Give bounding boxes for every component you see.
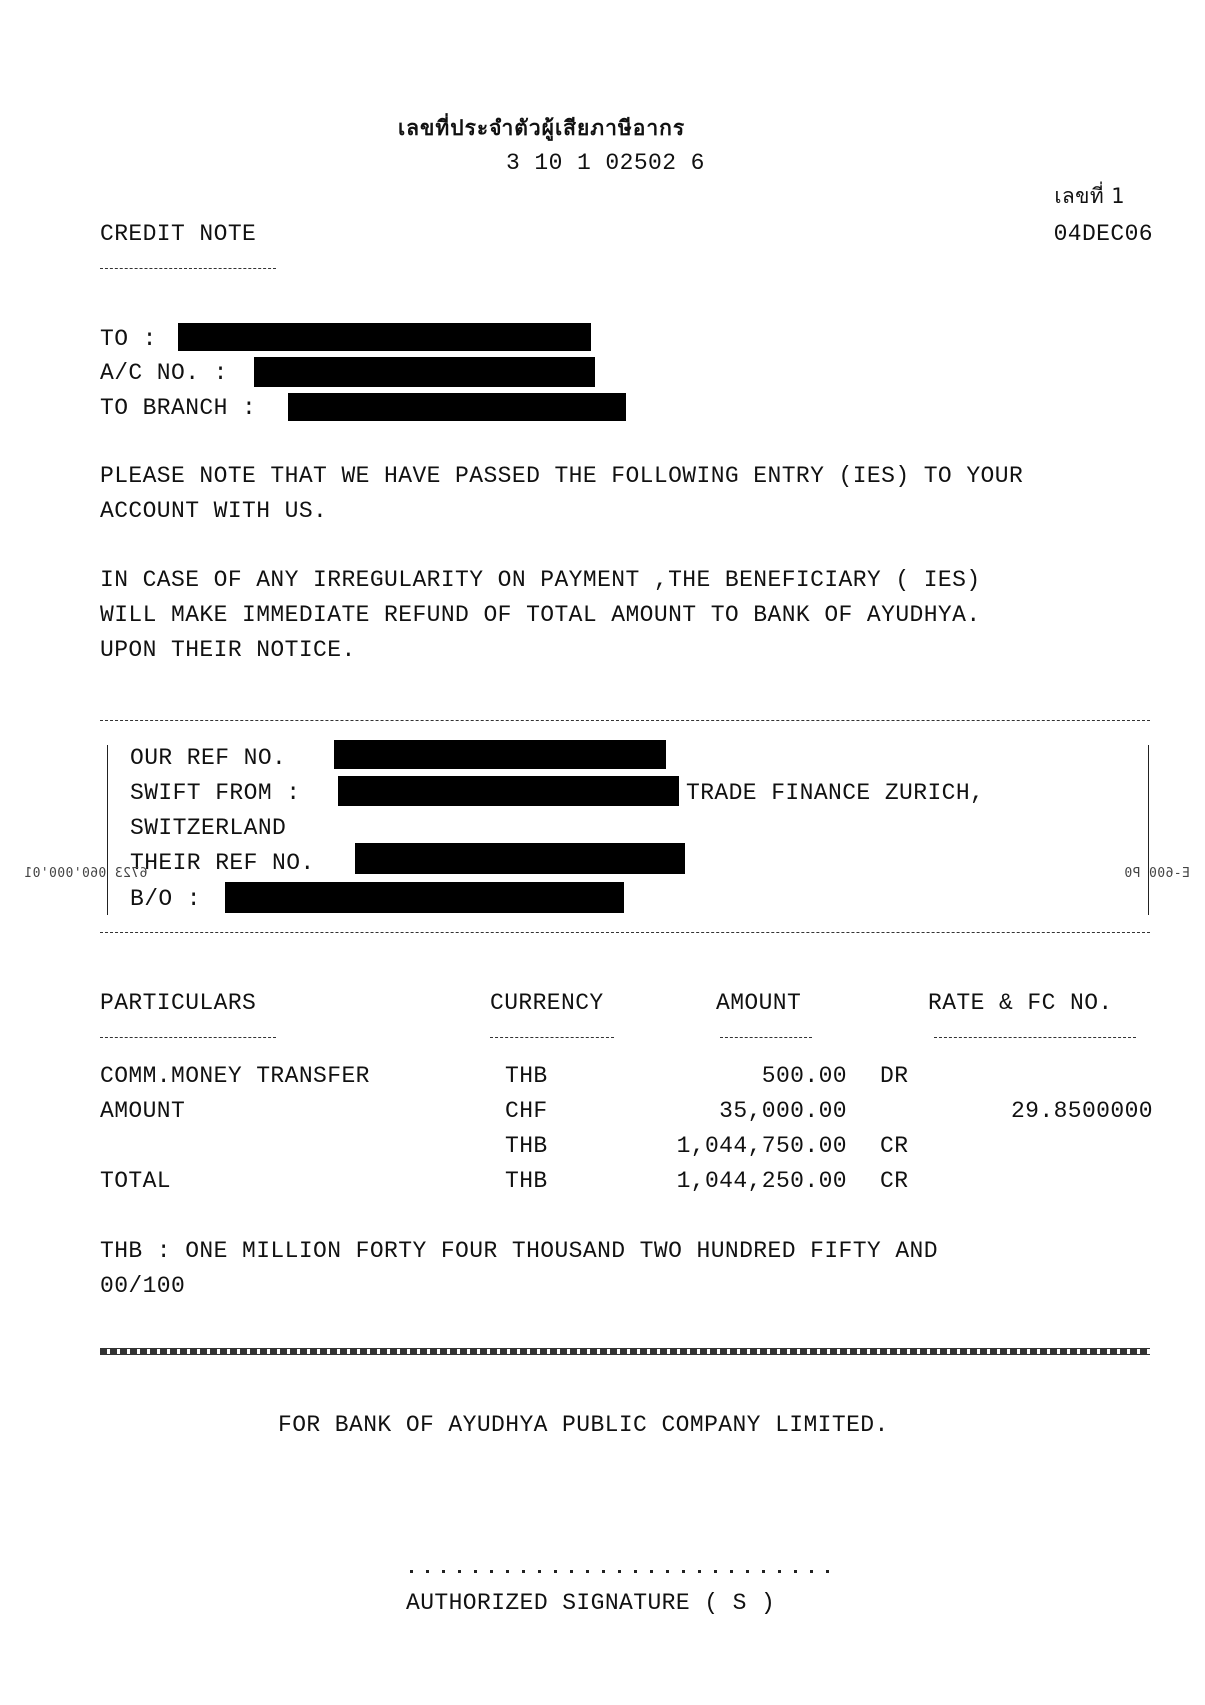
amount-in-words-line-1: THB : ONE MILLION FORTY FOUR THOUSAND TWO HUNDRED FIFTY AND: [100, 1238, 938, 1264]
row-drcr: CR: [880, 1168, 909, 1194]
redacted-swift-from: [338, 776, 679, 806]
col-underline-currency: [490, 1037, 614, 1038]
row-particulars: COMM.MONEY TRANSFER: [100, 1063, 370, 1089]
branch-label: TO BRANCH :: [100, 395, 257, 421]
refbox-top-border: [100, 720, 1150, 721]
row-particulars: AMOUNT: [100, 1098, 186, 1124]
tax-id-label: เลขที่ประจำตัวผู้เสียภาษีอากร: [398, 116, 686, 140]
swift-from-bank: TRADE FINANCE ZURICH,: [686, 780, 985, 806]
col-header-amount: AMOUNT: [716, 990, 802, 1016]
document-number: เลขที่ 1: [1054, 184, 1125, 208]
row-drcr: DR: [880, 1063, 909, 1089]
redacted-account-number: [254, 357, 595, 387]
redacted-to: [178, 323, 591, 351]
notice-line-1: PLEASE NOTE THAT WE HAVE PASSED THE FOLLOWING ENTRY (IES) TO YOUR: [100, 463, 1024, 489]
signature-line: [410, 1570, 842, 1573]
document-title: CREDIT NOTE: [100, 221, 257, 247]
to-label: TO :: [100, 326, 157, 352]
row-amount: 1,044,750.00: [676, 1133, 847, 1159]
swift-from-label: SWIFT FROM :: [130, 780, 301, 806]
redacted-branch: [288, 393, 626, 421]
side-mark-right: E-600 P0: [1124, 866, 1190, 881]
redacted-our-ref: [334, 740, 666, 769]
bo-label: B/O :: [130, 886, 202, 912]
document-date: 04DEC06: [1053, 221, 1153, 247]
row-currency: THB: [505, 1063, 548, 1089]
notice-line-4: WILL MAKE IMMEDIATE REFUND OF TOTAL AMOUNT TO BANK OF AYUDHYA.: [100, 602, 981, 628]
col-header-particulars: PARTICULARS: [100, 990, 257, 1016]
refbox-right-border: [1148, 745, 1149, 915]
row-particulars: TOTAL: [100, 1168, 172, 1194]
row-currency: THB: [505, 1133, 548, 1159]
col-underline-amount: [720, 1037, 812, 1038]
double-rule-separator: [100, 1348, 1150, 1355]
title-underline: [100, 268, 276, 269]
row-amount: 500.00: [761, 1063, 847, 1089]
side-mark-left: 6723 060'000'01: [24, 866, 148, 881]
col-underline-particulars: [100, 1037, 276, 1038]
row-drcr: CR: [880, 1133, 909, 1159]
row-rate: 29.8500000: [1010, 1098, 1153, 1124]
col-underline-rate: [934, 1037, 1136, 1038]
redacted-their-ref: [355, 843, 685, 874]
their-ref-label: THEIR REF NO.: [130, 850, 315, 876]
amount-in-words-line-2: 00/100: [100, 1273, 186, 1299]
authorized-signature-label: AUTHORIZED SIGNATURE ( S ): [406, 1590, 776, 1616]
notice-line-5: UPON THEIR NOTICE.: [100, 637, 356, 663]
our-ref-label: OUR REF NO.: [130, 745, 287, 771]
notice-line-2: ACCOUNT WITH US.: [100, 498, 328, 524]
tax-id-number: 3 10 1 02502 6: [506, 150, 705, 176]
bank-name-footer: FOR BANK OF AYUDHYA PUBLIC COMPANY LIMITED.: [278, 1412, 889, 1438]
row-currency: CHF: [505, 1098, 548, 1124]
row-amount: 35,000.00: [719, 1098, 847, 1124]
refbox-left-border: [107, 745, 108, 915]
row-currency: THB: [505, 1168, 548, 1194]
notice-line-3: IN CASE OF ANY IRREGULARITY ON PAYMENT ,THE BENEFICIARY ( IES): [100, 567, 981, 593]
col-header-rate: RATE & FC NO.: [928, 990, 1113, 1016]
swift-country: SWITZERLAND: [130, 815, 287, 841]
refbox-bottom-border: [100, 932, 1150, 933]
redacted-bo: [225, 882, 624, 913]
col-header-currency: CURRENCY: [490, 990, 604, 1016]
ac-label: A/C NO. :: [100, 360, 228, 386]
row-amount: 1,044,250.00: [676, 1168, 847, 1194]
